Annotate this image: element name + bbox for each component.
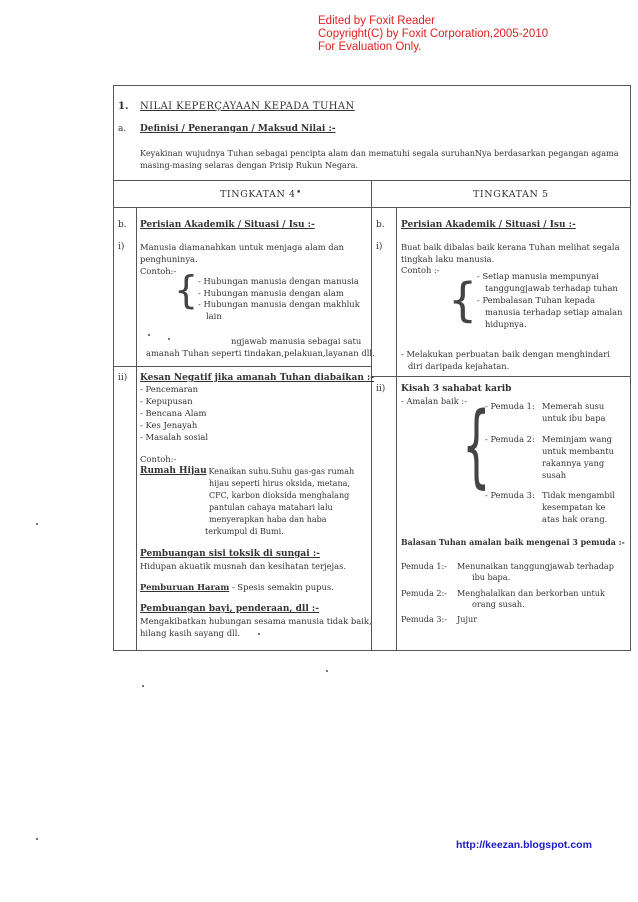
- right-example-1b: tanggungjawab terhadap tuhan: [485, 283, 618, 293]
- rumah-hijau-line-3: CFC, karbon dioksida menghalang: [209, 491, 350, 500]
- watermark-line-2: Copyright(C) by Foxit Corporation,2005-2010: [318, 28, 549, 40]
- right-melakukan-line-2: diri daripada kejahatan.: [408, 361, 510, 371]
- right-i-line-2: tingkah laku manusia.: [401, 254, 495, 264]
- rumah-hijau-line-1: – Kenaikan suhu.Suhu gas-gas rumah: [202, 467, 355, 476]
- right-ii-title: Kisah 3 sahabat karib: [401, 384, 512, 394]
- top-border: [113, 85, 631, 86]
- right-i-line-1: Buat baik dibalas baik kerana Tuhan melihat segala: [401, 242, 620, 252]
- left-ii-label: ii): [118, 373, 128, 383]
- balasan-pemuda-2-line-2: orang susah.: [472, 599, 525, 609]
- section-a-line-1: Keyakinan wujudnya Tuhan sebagai pencipta alam dan mematuhi segala suruhanNya berdasarkan pegangan agama: [140, 148, 619, 158]
- pemuda-2-line-2: untuk membantu: [542, 446, 614, 456]
- pembuangan-bayi-line-2: hilang kasih sayang dll.: [140, 628, 241, 638]
- pemuda-2-label: - Pemuda 2:: [485, 434, 535, 444]
- right-ii-label: ii): [376, 384, 386, 394]
- rumah-hijau-line-5: menyerapkan haba dan haba: [209, 515, 327, 524]
- rumah-hijau-title: Rumah Hijau: [140, 466, 207, 476]
- balasan-pemuda-1-label: Pemuda 1:-: [401, 561, 447, 571]
- left-example-3b: lain: [206, 311, 222, 321]
- left-i-line-1: Manusia diamanahkan untuk menjaga alam dan: [140, 242, 345, 252]
- right-example-2c: hidupnya.: [485, 319, 527, 329]
- right-border: [630, 85, 631, 650]
- right-row-divider: [371, 376, 630, 377]
- watermark-line-3: For Evaluation Only.: [318, 41, 422, 53]
- right-contoh: Contoh :-: [401, 265, 440, 275]
- right-amalan-baik: - Amalan baik :-: [401, 396, 468, 406]
- inner-right-col: [396, 207, 397, 650]
- left-contoh: Contoh:-: [140, 266, 177, 276]
- pemuda-2-line-4: susah: [542, 470, 567, 480]
- left-i-label: i): [118, 242, 125, 252]
- section-a-label: a.: [118, 124, 127, 134]
- balasan-pemuda-2-label: Pemuda 2:-: [401, 588, 447, 598]
- right-i-label: i): [376, 242, 383, 252]
- scan-speck: [36, 838, 38, 840]
- pemuda-1-line-1: Memerah susu: [542, 401, 605, 411]
- pemuda-3-line-2: kesempatan ke: [542, 502, 606, 512]
- col-header-tingkatan-4: TINGKATAN 4: [220, 189, 296, 200]
- negative-effect-1: - Pencemaran: [140, 384, 199, 394]
- pemuda-3-label: - Pemuda 3:: [485, 490, 535, 500]
- right-melakukan-line-1: - Melakukan perbuatan baik dengan menghindari: [401, 349, 610, 359]
- balasan-pemuda-3-label: Pemuda 3:-: [401, 614, 447, 624]
- pembuangan-bayi-title: Pembuangan bayi, penderaan, dll :-: [140, 604, 319, 614]
- balasan-pemuda-1-line-2: ibu bapa.: [472, 572, 511, 582]
- pemburuan-haram-line: [140, 582, 334, 593]
- pembuangan-bayi-line-1: Mengakibatkan hubungan sesama manusia tidak baik,: [140, 616, 372, 626]
- right-b-label: b.: [376, 220, 385, 230]
- pemuda-3-line-3: atas hak orang.: [542, 514, 608, 524]
- balasan-pemuda-2-line-1: Menghalalkan dan berkorban untuk: [457, 588, 605, 598]
- left-example-3: - Hubungan manusia dengan makhluk: [198, 299, 360, 309]
- right-example-2a: - Pembalasan Tuhan kepada: [477, 295, 596, 305]
- rumah-hijau-line-6: terkumpul di Bumi.: [205, 527, 284, 536]
- header-divider: [113, 207, 631, 208]
- section-a-title: Definisi / Penerangan / Maksud Nilai :-: [140, 124, 336, 134]
- pemuda-1-line-2: untuk ibu bapa: [542, 413, 606, 423]
- left-row-divider: [113, 366, 371, 367]
- watermark-line-1: Edited by Foxit Reader: [318, 15, 435, 27]
- left-example-2: - Hubungan manusia dengan alam: [198, 288, 344, 298]
- pemburuan-haram-title: Pemburuan Haram: [140, 582, 230, 592]
- left-b-label: b.: [118, 220, 127, 230]
- left-brace: {: [174, 268, 199, 312]
- left-example-1: - Hubungan manusia dengan manusia: [198, 276, 359, 286]
- pemburuan-haram-text: - Spesis semakin pupus.: [229, 582, 334, 592]
- amalan-brace: {: [462, 393, 491, 498]
- negative-effect-2: - Kepupusan: [140, 396, 193, 406]
- negative-effect-3: - Bencana Alam: [140, 408, 207, 418]
- right-b-title: Perisian Akademik / Situasi / Isu :-: [401, 220, 576, 230]
- left-responsibility-line-1: ngjawab manusia sebagai satu: [231, 336, 362, 346]
- section-divider: [113, 180, 631, 181]
- column-divider: [371, 180, 372, 650]
- balasan-pemuda-3-line-1: Jujur: [457, 614, 478, 624]
- left-ii-title: Kesan Negatif jika amanah Tuhan diabaikan :-: [140, 373, 375, 383]
- left-b-title: Perisian Akademik / Situasi / Isu :-: [140, 220, 315, 230]
- footer-url[interactable]: http://keezan.blogspot.com: [456, 839, 592, 851]
- balasan-pemuda-1-line-1: Menunaikan tanggungjawab terhadap: [457, 561, 614, 571]
- left-border: [113, 85, 114, 650]
- right-brace: {: [448, 273, 478, 327]
- col-header-bullet: •: [296, 188, 302, 198]
- negative-effect-4: - Kes Jenayah: [140, 420, 198, 430]
- right-example-1a: - Setiap manusia mempunyai: [477, 271, 599, 281]
- pembuangan-toksik-title: Pembuangan sisi toksik di sungai :-: [140, 549, 320, 559]
- scan-speck: [142, 685, 144, 687]
- right-example-2b: manusia terhadap setiap amalan: [485, 307, 623, 317]
- heading-number: 1.: [118, 101, 129, 112]
- pembuangan-toksik-line: Hidupan akuatik musnah dan kesihatan terjejas.: [140, 561, 347, 571]
- balasan-title: Balasan Tuhan amalan baik mengenai 3 pemuda :-: [401, 538, 625, 547]
- rumah-hijau-line-2: hijau seperti hirus oksida, metana,: [209, 479, 350, 488]
- pemuda-2-line-1: Meminjam wang: [542, 434, 612, 444]
- left-i-line-2: penghuninya.: [140, 254, 198, 264]
- bottom-border: [113, 650, 631, 651]
- pemuda-1-label: - Pemuda 1:: [485, 401, 535, 411]
- pemuda-2-line-3: rakannya yang: [542, 458, 605, 468]
- heading-title: NILAI KEPERÇAYAAN KEPADA TUHAN: [140, 101, 355, 112]
- pemuda-3-line-1: Tidak mengambil: [542, 490, 615, 500]
- scan-speck: [326, 670, 328, 672]
- left-contoh-2: Contoh:-: [140, 454, 177, 464]
- section-a-line-2: masing-masing selaras dengan Prisip Rukun Negara.: [140, 160, 359, 170]
- rumah-hijau-line-4: pantulan cahaya matahari lalu: [209, 503, 333, 512]
- scan-speck: [258, 633, 260, 635]
- scan-speck: [168, 338, 170, 340]
- scan-speck: [148, 334, 150, 336]
- col-header-tingkatan-5: TINGKATAN 5: [473, 189, 549, 200]
- scan-speck: [36, 523, 38, 525]
- left-responsibility-line-2: amanah Tuhan seperti tindakan,pelakuan,layanan dll.: [146, 348, 375, 358]
- inner-left-col: [136, 207, 137, 650]
- negative-effect-5: - Masalah sosial: [140, 432, 209, 442]
